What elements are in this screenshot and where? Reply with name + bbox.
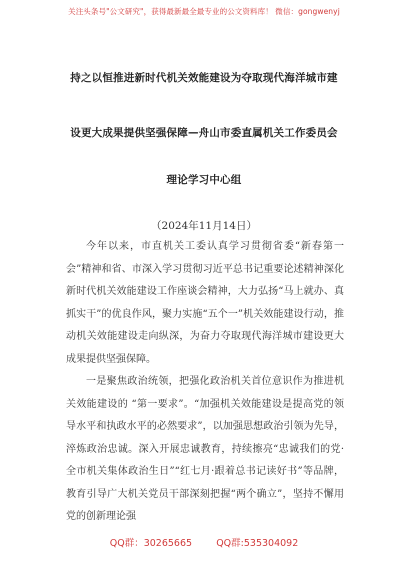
header-banner: 关注头条号"公文研究"，获得最新最全最专业的公文资料库！ 微信：gongwenyj	[68, 7, 340, 16]
body-paragraph-1: 今年以来，市直机关工委认真学习贯彻省委“新春第一会”精神和省、市深入学习贯彻习近平总书记重要论述精神深化新时代机关效能建设工作座谈会精神，大力弘扬“马上就办、真抓实干”的优良作风，聚力实施“五个一”机关效能建设行动，推动机关效能建设走向纵深，为奋力夺取现代海洋城市建设更大成果提供坚强保障。	[66, 241, 344, 365]
footer-contact: QQ群：30265665 QQ群:535304092	[109, 538, 299, 549]
document-title-line-2: 设更大成果提供坚强保障—舟山市委直属机关工作委员会	[70, 127, 338, 139]
document-title-line-1: 持之以恒推进新时代机关效能建设为夺取现代海洋城市建	[70, 72, 338, 84]
document-date: （2024年11月14日）	[151, 220, 257, 232]
body-paragraph-2: 一是聚焦政治统领，把强化政治机关首位意识作为推进机关效能建设的 “第一要求”。“加强机关效能建设是提高党的领导水平和执政水平的必然要求”，以加强思想政治引领为先导，淬炼政治忠诚。深入开展忠诚教育，持续擦亮“忠诚我们的党·全市机关集体政治生日”“红七月·跟着总书记读好书”等品牌，教育引导广大机关党员干部深刻把握“两个确立”，坚持不懈用党的创新理论强	[66, 376, 344, 522]
document-title-line-3: 理论学习中心组	[166, 174, 242, 186]
